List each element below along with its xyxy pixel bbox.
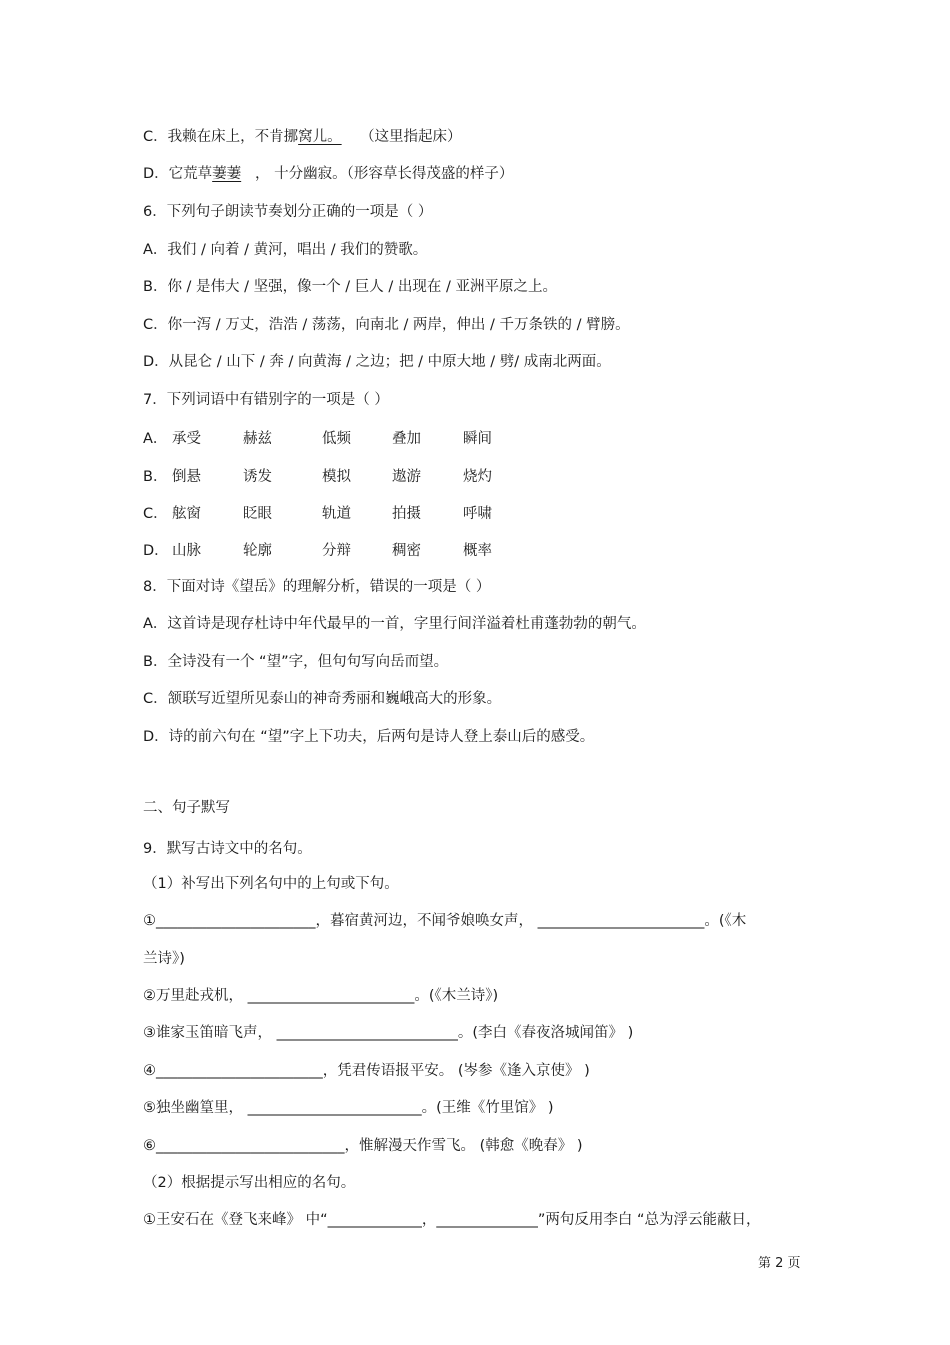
q9-item-6: ⑥__________________________，惟解漫天作雪飞。 (韩愈《晚春》 ) [143,1138,583,1154]
q5-c-underlined-word: 窝儿。 [298,129,342,145]
q7-option-word: 叠加 [392,431,421,447]
page-number: 第 2 页 [758,1256,801,1271]
q9-item-5: ⑤独坐幽篁里， ________________________。(王维《竹里馆》 ) [143,1100,554,1116]
q6-option-b: B．你 / 是伟大 / 坚强，像一个 / 巨人 / 出现在 / 亚洲平原之上。 [143,279,557,295]
q7-option-word: 呼啸 [463,506,492,522]
q7-option-word: 轨道 [322,506,351,522]
q6-option-a: A．我们 / 向着 / 黄河，唱出 / 我们的赞歌。 [143,242,428,258]
q7-option-word: 分辩 [322,543,351,559]
q8-option-b: B．全诗没有一个 “望”字，但句句写向岳而望。 [143,654,449,670]
q5-c-note: （这里指起床） [360,129,462,145]
q7-option-label: C． [143,506,168,522]
q8-stem: 8．下面对诗《望岳》的理解分析，错误的一项是（ ） [143,579,491,595]
q7-option-label: A． [143,431,168,447]
q9-part1-instruction: （1）补写出下列名句中的上句或下句。 [143,876,399,892]
section-title: 二、句子默写 [143,800,230,816]
q9-item-3: ③谁家玉笛暗飞声， _________________________。(李白《春夜洛城闻笛》 ) [143,1025,634,1041]
q7-option-word: 诱发 [243,469,272,485]
q9-item-4: ④_______________________，凭君传语报平安。 (岑参《逢入京使》 ) [143,1063,590,1079]
q7-option-word: 眨眼 [243,506,272,522]
q9-part2-instruction: （2）根据提示写出相应的名句。 [143,1175,356,1191]
q5-option-c [143,127,462,147]
q9-item-1-line1: ①______________________，暮宿黄河边，不闻爷娘唤女声， _______________________。(《木 [143,913,747,929]
q5-option-d [143,164,513,184]
q7-option-word: 山脉 [172,543,201,559]
q5-d-prefix: D．它荒草 [143,166,213,182]
q9-stem: 9．默写古诗文中的名句。 [143,841,312,857]
q7-option-word: 遨游 [392,469,421,485]
q7-option-word: 烧灼 [463,469,492,485]
q5-d-underlined-word: 萋萋 [212,166,242,182]
q7-option-word: 赫兹 [243,431,272,447]
q7-option-word: 模拟 [322,469,351,485]
q7-option-word: 低频 [322,431,351,447]
q8-option-a: A．这首诗是现存杜诗中年代最早的一首，字里行间洋溢着杜甫蓬勃勃的朝气。 [143,616,646,632]
q7-option-label: D． [143,543,169,559]
q7-option-word: 轮廓 [243,543,272,559]
q5-c-prefix: C．我赖在床上，不肯挪 [143,129,299,145]
q8-option-c: C．颔联写近望所见泰山的神奇秀丽和巍峨高大的形象。 [143,691,502,707]
q6-stem: 6．下列句子朗读节奏划分正确的一项是（ ） [143,204,433,220]
q7-option-word: 概率 [463,543,492,559]
q7-option-word: 稠密 [392,543,421,559]
q9-part2-item-1: ①王安石在《登飞来峰》 中“_____________，______________”两句反用李白 “总为浮云能蔽日， [143,1212,761,1228]
q5-d-note: ， 十分幽寂。（形容草长得茂盛的样子） [255,166,514,182]
q7-stem: 7．下列词语中有错别字的一项是（ ） [143,392,389,408]
q6-option-d: D．从昆仑 / 山下 / 奔 / 向黄海 / 之边；把 / 中原大地 / 劈/ 成南北两面。 [143,354,611,370]
q7-option-word: 倒悬 [172,469,201,485]
q7-option-word: 拍摄 [392,506,421,522]
q9-item-1-line2: 兰诗》) [143,951,185,967]
q7-option-word: 瞬间 [463,431,492,447]
q7-option-word: 承受 [172,431,201,447]
q9-item-2: ②万里赴戎机， _______________________。(《木兰诗》) [143,988,499,1004]
q7-option-word: 舷窗 [172,506,201,522]
q6-option-c: C．你一泻 / 万丈，浩浩 / 荡荡，向南北 / 两岸，伸出 / 千万条铁的 / 臂膀。 [143,317,630,333]
q7-option-label: B． [143,469,168,485]
q8-option-d: D．诗的前六句在 “望”字上下功夫，后两句是诗人登上泰山后的感受。 [143,729,595,745]
